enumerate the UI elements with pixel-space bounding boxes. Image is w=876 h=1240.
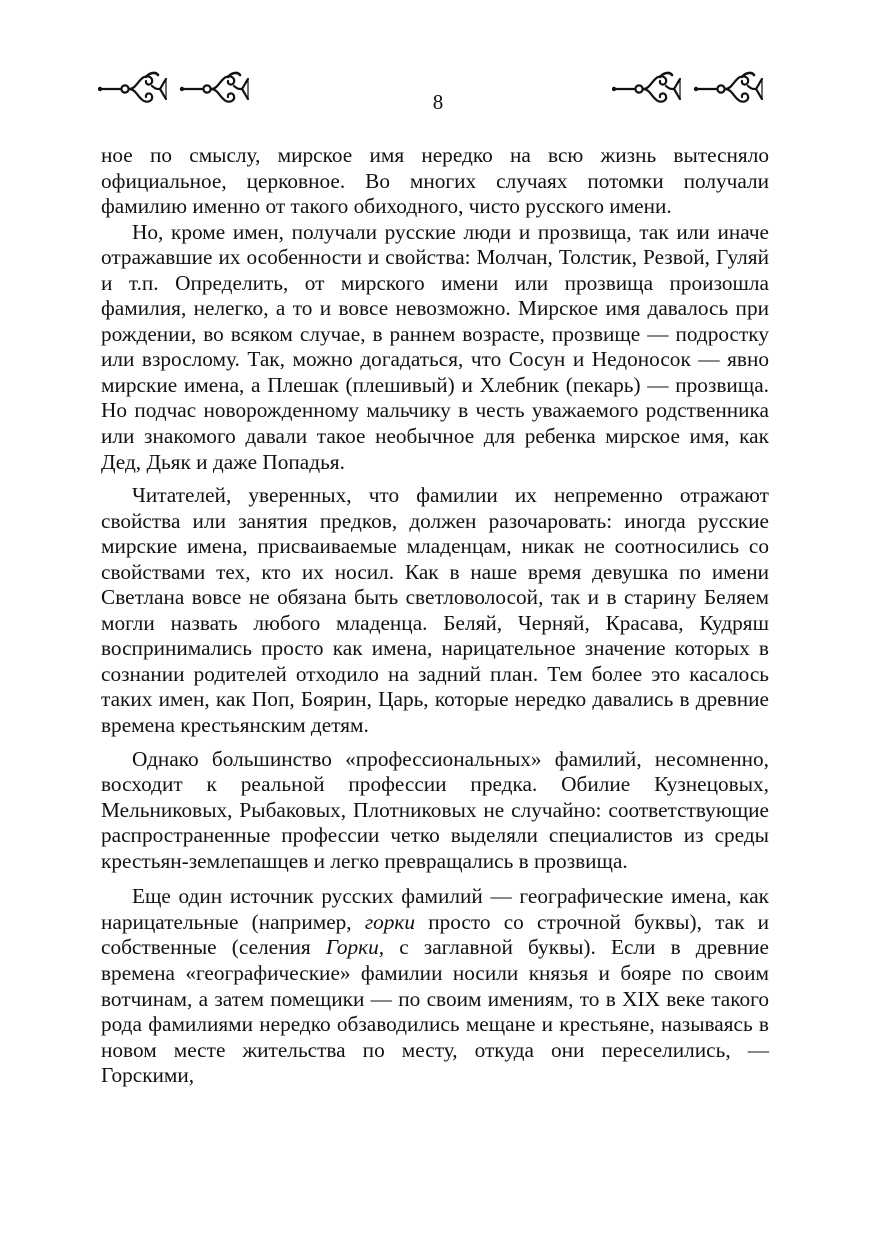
italic-term: Горки, bbox=[325, 935, 385, 960]
page-number: 8 bbox=[432, 90, 444, 114]
paragraph-continuation: ное по смыслу, мирское имя нередко на всю жизнь вытесняло официальное, церковное. Во многих случаях потомки получали фамилию именно от такого обиходного, чисто русского имени. bbox=[101, 143, 769, 219]
swirl-ornament-icon bbox=[612, 66, 772, 110]
paragraph-geographic bbox=[101, 884, 769, 1088]
paragraph-text: с заглавной буквы). Если в древние времена «географические» фамилии носили князья и бояре по своим вотчинам, а затем помещики — по своим имениям, то в XIX веке такого рода фамилиями нередко обзаводились мещане и крестьяне, называясь в новом месте жительства по месту, откуда они переселились, — Горскими, bbox=[101, 935, 769, 1088]
body-text bbox=[101, 143, 769, 1089]
paragraph-professions: Однако большинство «профессиональных» фамилий, несомненно, восходит к реальной профессии предка. Обилие Кузнецовых, Мельниковых, Рыбаковых, Плотниковых не случайно: соответствующие распространенные профессии четко выделяли специалистов из среды крестьян-землепашцев и легко превращались в прозвища. bbox=[101, 746, 769, 873]
paragraph-text: Еще один источник русских фамилий — географические имена, как нарицательные (например, bbox=[101, 884, 769, 934]
paragraph-readers: Читателей, уверенных, что фамилии их непременно отражают свойства или занятия предков, должен разочаровать: иногда русские мирские имена, присваиваемые младенцам, никак не соотносились со свойствами тех, кто их носил. Как в наше время девушка по имени Светлана вовсе не обязана быть светловолосой, так и в старину Беляем могли назвать любого младенца. Беляй, Черняй, Красава, Кудряш воспринимались просто как имена, нарицательное значение которых в сознании родителей отходило на задний план. Тем более это касалось таких имен, как Поп, Боярин, Царь, которые нередко давались в древние времена крестьянским детям. bbox=[101, 483, 769, 738]
italic-term: горки bbox=[364, 909, 416, 934]
paragraph-nicknames: Но, кроме имен, получали русские люди и прозвища, так или иначе отражавшие их особенности и свойства: Молчан, Толстик, Резвой, Гуляй и т.п. Определить, от мирского имени или прозвища произошла фамилия, нелегко, а то и вовсе невозможно. Мирское имя давалось при рождении, во всяком случае, в раннем возрасте, прозвище — подростку или взрослому. Так, можно догадаться, что Сосун и Недоносок — явно мирские имена, а Плешак (плешивый) и Хлебник (пекарь) — прозвища. Но подчас новорожденному мальчику в честь уважаемого родственника или знакомого давали такое необычное для ребенка мирское имя, как Дед, Дьяк и даже Попадья. bbox=[101, 219, 769, 474]
paragraph-text: просто со строчной буквы), так и собственные (селения bbox=[101, 909, 769, 960]
